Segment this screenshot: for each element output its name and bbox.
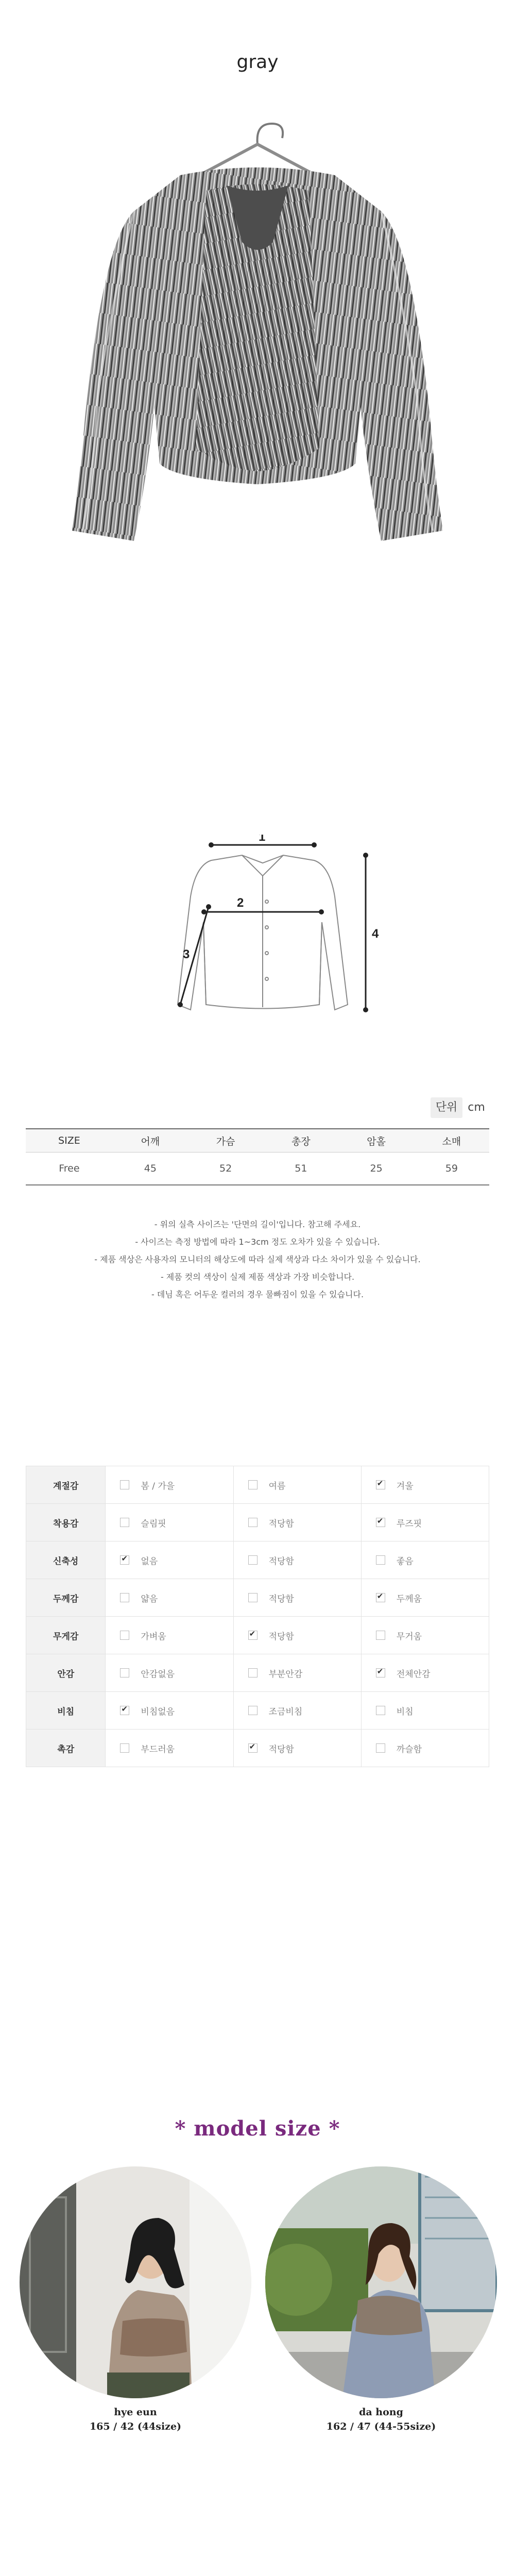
attribute-name: 착용감 — [26, 1504, 106, 1541]
attribute-option — [361, 1654, 489, 1692]
unchecked-checkbox-icon — [376, 1555, 385, 1565]
unchecked-checkbox-icon — [376, 1743, 385, 1753]
unchecked-checkbox-icon — [248, 1593, 258, 1602]
unchecked-checkbox-icon — [248, 1555, 258, 1565]
model-1-name: hye eun — [114, 2406, 157, 2418]
unchecked-checkbox-icon — [248, 1480, 258, 1489]
unchecked-checkbox-icon — [120, 1518, 129, 1527]
attribute-option — [233, 1692, 361, 1730]
size-cell: Free — [26, 1153, 113, 1185]
attribute-name: 촉감 — [26, 1730, 106, 1767]
attribute-option-label: 안감없음 — [141, 1669, 175, 1680]
attribute-option — [233, 1617, 361, 1654]
unchecked-checkbox-icon — [120, 1743, 129, 1753]
diagram-label-4: 4 — [372, 927, 379, 941]
attribute-table — [26, 1466, 489, 1767]
attribute-row — [26, 1579, 489, 1617]
attribute-option — [361, 1466, 489, 1504]
attribute-row — [26, 1654, 489, 1692]
attribute-row — [26, 1617, 489, 1654]
attribute-row — [26, 1541, 489, 1579]
checked-checkbox-icon — [120, 1706, 129, 1715]
attribute-option-label: 가벼움 — [141, 1631, 166, 1642]
attribute-option — [106, 1541, 233, 1579]
attribute-name: 계절감 — [26, 1466, 106, 1504]
attribute-name: 신축성 — [26, 1541, 106, 1579]
attribute-option-label: 두께움 — [396, 1594, 422, 1604]
attribute-option-label: 없음 — [141, 1556, 158, 1567]
unchecked-checkbox-icon — [120, 1480, 129, 1489]
attribute-option — [233, 1730, 361, 1767]
unit-toggle-active[interactable]: 단위 — [431, 1097, 462, 1118]
attribute-option-label: 루즈핏 — [396, 1518, 422, 1529]
armhole-header: 암홀 — [338, 1129, 414, 1153]
unchecked-checkbox-icon — [376, 1706, 385, 1715]
attribute-row — [26, 1504, 489, 1541]
attribute-name: 두께감 — [26, 1579, 106, 1617]
attribute-name: 비침 — [26, 1692, 106, 1730]
attribute-option — [361, 1692, 489, 1730]
attribute-option-label: 봄 / 가을 — [141, 1481, 175, 1492]
sleeve-cell: 59 — [414, 1153, 489, 1185]
size-header: SIZE — [26, 1129, 113, 1153]
shoulder-header: 어깨 — [113, 1129, 188, 1153]
attribute-option-label: 적당함 — [268, 1518, 294, 1529]
unchecked-checkbox-icon — [248, 1706, 258, 1715]
attribute-option — [361, 1730, 489, 1767]
model-2-size: 162 / 47 (44-55size) — [326, 2421, 436, 2432]
unchecked-checkbox-icon — [120, 1631, 129, 1640]
attribute-name: 안감 — [26, 1654, 106, 1692]
chest-header: 가슴 — [188, 1129, 263, 1153]
length-cell: 51 — [263, 1153, 338, 1185]
table-row — [26, 1153, 489, 1185]
checked-checkbox-icon — [120, 1555, 129, 1565]
size-table — [26, 1128, 489, 1185]
attribute-option — [106, 1617, 233, 1654]
note-line: - 제품 색상은 사용자의 모니터의 해상도에 따라 실제 색상과 다소 차이가 있을 수 있습니다. — [94, 1255, 421, 1264]
checked-checkbox-icon — [248, 1743, 258, 1753]
attribute-option — [233, 1541, 361, 1579]
unchecked-checkbox-icon — [120, 1593, 129, 1602]
unchecked-checkbox-icon — [376, 1631, 385, 1640]
sleeve-header: 소매 — [414, 1129, 489, 1153]
attribute-option-label: 여름 — [268, 1481, 286, 1492]
attribute-option — [233, 1654, 361, 1692]
attribute-row — [26, 1466, 489, 1504]
diagram-label-2: 2 — [237, 896, 244, 910]
attribute-option-label: 부드러움 — [141, 1744, 175, 1755]
model-2-name: da hong — [359, 2406, 403, 2418]
attribute-option-label: 비침없음 — [141, 1706, 175, 1717]
unchecked-checkbox-icon — [248, 1668, 258, 1677]
attribute-option-label: 좋음 — [396, 1556, 414, 1567]
length-header: 총장 — [263, 1129, 338, 1153]
checked-checkbox-icon — [376, 1480, 385, 1489]
attribute-row — [26, 1692, 489, 1730]
attribute-option — [106, 1730, 233, 1767]
model-2-info — [265, 2405, 497, 2434]
model-1-size: 165 / 42 (44size) — [89, 2421, 182, 2432]
attribute-option — [106, 1466, 233, 1504]
attribute-option — [233, 1579, 361, 1617]
attribute-option-label: 무거움 — [396, 1631, 422, 1642]
chest-cell: 52 — [188, 1153, 263, 1185]
attribute-option — [361, 1617, 489, 1654]
diagram-label-1: 1 — [259, 835, 266, 844]
model-1-info — [20, 2405, 251, 2434]
attribute-option — [233, 1504, 361, 1541]
attribute-option — [106, 1654, 233, 1692]
checked-checkbox-icon — [376, 1518, 385, 1527]
size-notes — [0, 1216, 515, 1303]
armhole-cell: 25 — [338, 1153, 414, 1185]
attribute-option — [106, 1504, 233, 1541]
unit-toggle-cm[interactable]: cm — [468, 1101, 485, 1114]
checked-checkbox-icon — [376, 1668, 385, 1677]
note-line: - 위의 실측 사이즈는 '단면의 길이'입니다. 참고해 주세요. — [154, 1219, 361, 1229]
attribute-option — [106, 1692, 233, 1730]
attribute-option — [361, 1541, 489, 1579]
attribute-option — [233, 1466, 361, 1504]
note-line: - 제품 컷의 색상이 실제 제품 색상과 가장 비슷합니다. — [160, 1272, 355, 1282]
attribute-row — [26, 1730, 489, 1767]
color-title: gray — [236, 52, 279, 73]
attribute-option-label: 까슬함 — [396, 1744, 422, 1755]
attribute-option-label: 부분안감 — [268, 1669, 303, 1680]
attribute-option-label: 적당함 — [268, 1556, 294, 1567]
size-diagram — [144, 835, 386, 1061]
attribute-option — [361, 1504, 489, 1541]
attribute-option — [106, 1579, 233, 1617]
attribute-option-label: 적당함 — [268, 1594, 294, 1604]
attribute-option-label: 조금비침 — [268, 1706, 303, 1717]
attribute-option-label: 겨울 — [396, 1481, 414, 1492]
attribute-option-label: 얇음 — [141, 1594, 158, 1604]
unchecked-checkbox-icon — [248, 1518, 258, 1527]
model-size-title: * model size * — [175, 2116, 340, 2141]
checked-checkbox-icon — [376, 1593, 385, 1602]
model-photo-2 — [265, 2166, 497, 2398]
unchecked-checkbox-icon — [120, 1668, 129, 1677]
attribute-name: 무게감 — [26, 1617, 106, 1654]
attribute-option-label: 전체안감 — [396, 1669, 431, 1680]
shoulder-cell: 45 — [113, 1153, 188, 1185]
diagram-label-3: 3 — [183, 947, 190, 961]
attribute-option — [361, 1579, 489, 1617]
model-photo-1 — [20, 2166, 251, 2398]
note-line: - 사이즈는 측정 방법에 따라 1~3cm 정도 오차가 있을 수 있습니다. — [135, 1237, 380, 1247]
product-photo — [52, 88, 464, 582]
attribute-option-label: 슬림핏 — [141, 1518, 166, 1529]
note-line: - 데님 혹은 어두운 컬러의 경우 물빠짐이 있을 수 있습니다. — [151, 1290, 364, 1299]
checked-checkbox-icon — [248, 1631, 258, 1640]
attribute-option-label: 적당함 — [268, 1631, 294, 1642]
attribute-option-label: 비침 — [396, 1706, 414, 1717]
attribute-option-label: 적당함 — [268, 1744, 294, 1755]
